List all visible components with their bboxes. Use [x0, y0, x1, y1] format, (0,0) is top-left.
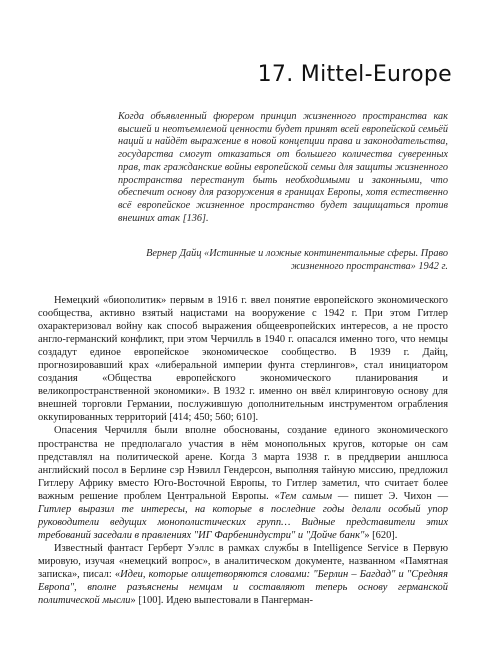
paragraph-3-quote: Идеи, которые олицетворяются словами: "Берлин – Багдад" и "Средняя Европа", вполне разъяснены немцам и составляют теперь основу германской политической мысли [38, 568, 448, 607]
paragraph-2-part-c: » [620]. [364, 529, 398, 541]
paragraph-3-part-b: » [100]. Идею выпестовали в Пангерман- [130, 595, 313, 607]
paragraph-3-part-a: Известный фантаст Герберт Уэллс в рамках службы в Intelligence Service в Первую мировую, изучая «немецкий вопрос», в аналитическом документе, названном «Памятная записка», писал: « [38, 542, 448, 580]
epigraph-source: Вернер Дайц «Истинные и ложные континентальные сферы. Право жизненного пространства» 1942 г. [146, 248, 448, 272]
body-text [38, 294, 448, 607]
paragraph-1: Немецкий «биополитик» первым в 1916 г. ввел понятие европейского экономического сообщества, активно взятый нацистами на вооружение с 1942 г. При этом Гитлер охарактеризовал войну как способ выражения общеевропейских интересов, а не просто англо-германский конфликт, при этом Черчилль в 1940 г. опасался именно того, что немцы создадут единое европейское экономическое сообщество. В 1939 г. Дайц, прогнозировавший крах «либеральной империи фунта стерлингов», стал инициатором создания «Общества европейского экономического планирования и великопространственной экономики». В 1932 г. именно он ввёл клиринговую основу для внешней торговли Германии, послужившую дополнительным инструментом ограбления оккупированных территорий [414; 450; 560; 610]. [38, 295, 448, 424]
paragraph-2-italic-a: Тем самым [279, 490, 333, 502]
paragraph-2-part-a: Опасения Черчилля были вполне обоснованы, создание единого экономического пространства не предполагало участия в нём монопольных кругов, которые он сам представлял на политической арене. Когда 3 марта 1938 г. в преддверии аншлюса английский посол в Берлине сэр Нэвилл Гендерсон, выполняя тайную миссию, предложил Гитлеру Африку вместо Юго-Восточной Европы, то Гитлер заметил, что считает более важным решение проблем Центральной Европы. « [38, 425, 448, 502]
epigraph-text: Когда объявленный фюрером принцип жизненного пространства как высшей и неотъемлемой ценности будет принят всей европейской семьёй наций и найдёт выражение в новой концепции права и законодательства, государства смогут отказаться от большего количества суверенных прав, так гражданские войны европейской семьи для защиты жизненного пространства перестанут быть необходимыми и законными, что обеспечит основу для разоружения в границах Европы, хотя естественно всё европейское жизненное пространство будет защищаться против внешних атак [136]. [118, 111, 448, 224]
paragraph-2-part-b: — пишет Э. Чихон — [332, 490, 449, 502]
chapter-title: 17. Mittel-Europe [257, 62, 452, 87]
paragraph-3 [38, 542, 448, 607]
paragraph-2 [38, 424, 448, 541]
paragraph-2-quote: Гитлер выразил те интересы, на которые в последние годы делали особый упор руководители ведущих монополистических групп… Видные представители этих требований заседали в правлениях "ИГ Фарбениндустри" и "Дойче банк" [38, 503, 448, 541]
